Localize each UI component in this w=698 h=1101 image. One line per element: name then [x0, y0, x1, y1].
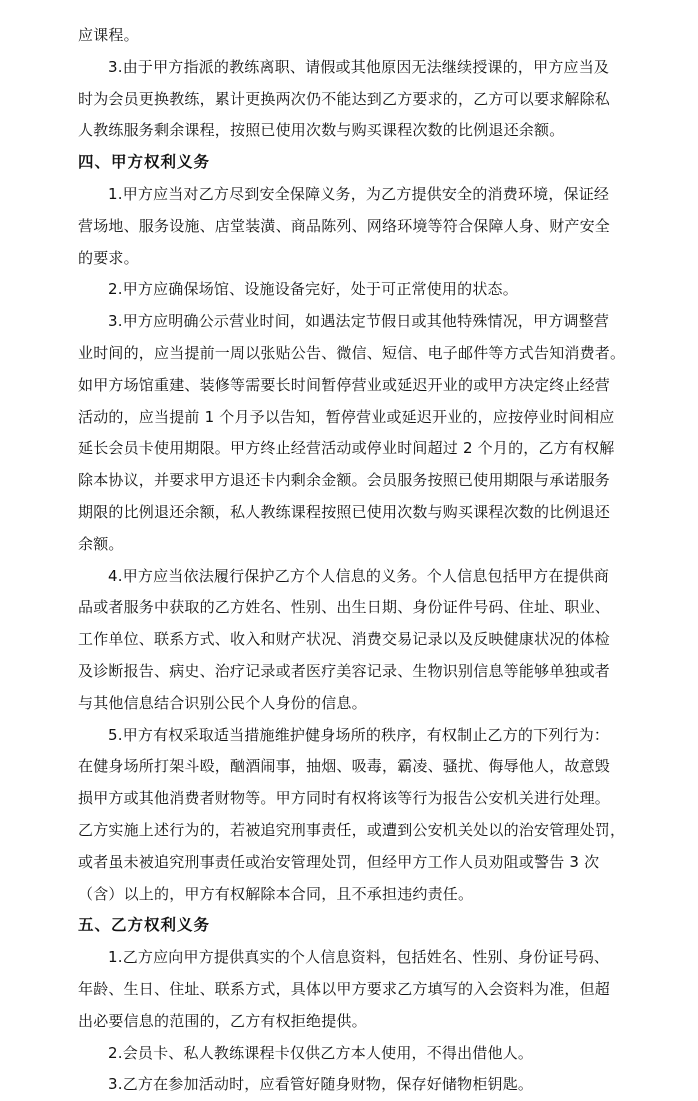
text-line: 业时间的，应当提前一周以张贴公告、微信、短信、电子邮件等方式告知消费者。	[78, 343, 626, 362]
text-line: 期限的比例退还余额，私人教练课程按照已使用次数与购买课程次数的比例退还	[78, 502, 611, 521]
paragraph-first-line: 3.由于甲方指派的教练离职、请假或其他原因无法继续授课的，甲方应当及	[108, 57, 610, 76]
text-line: 乙方实施上述行为的，若被追究刑事责任，或遭到公安机关处以的治安管理处罚，	[78, 820, 626, 839]
paragraph-first-line: 3.甲方应明确公示营业时间，如遇法定节假日或其他特殊情况，甲方调整营	[108, 312, 610, 331]
text-line: （含）以上的，甲方有权解除本合同，且不承担违约责任。	[78, 884, 474, 903]
section-heading-party-a: 四、甲方权利义务	[78, 153, 211, 172]
text-line: 活动的，应当提前 1 个月予以告知，暂停营业或延迟开业的，应按停业时间相应	[78, 407, 615, 426]
text-line: 除本协议，并要求甲方退还卡内剩余金额。会员服务按照已使用期限与承诺服务	[78, 471, 611, 490]
text-line: 工作单位、联系方式、收入和财产状况、消费交易记录以及反映健康状况的体检	[78, 630, 611, 649]
paragraph-first-line: 1.甲方应当对乙方尽到安全保障义务，为乙方提供安全的消费环境，保证经	[108, 184, 610, 203]
text-line: 人教练服务剩余课程，按照已使用次数与购买课程次数的比例退还余额。	[78, 121, 565, 140]
text-line: 如甲方场馆重建、装修等需要长时间暂停营业或延迟开业的或甲方决定终止经营	[78, 375, 611, 394]
text-line: 与其他信息结合识别公民个人身份的信息。	[78, 693, 367, 712]
text-line: 品或者服务中获取的乙方姓名、性别、出生日期、身份证件号码、住址、职业、	[78, 598, 611, 617]
paragraph-first-line: 4.甲方应当依法履行保护乙方个人信息的义务。个人信息包括甲方在提供商	[108, 566, 610, 585]
text-line: 的要求。	[78, 248, 139, 267]
text-line: 延长会员卡使用期限。甲方终止经营活动或停业时间超过 2 个月的，乙方有权解	[78, 439, 615, 458]
text-line: 应课程。	[78, 26, 139, 44]
text-line: 出必要信息的范围的，乙方有权拒绝提供。	[78, 1011, 367, 1030]
text-line: 营场地、服务设施、店堂装潢、商品陈列、网络环境等符合保障人身、财产安全	[78, 216, 611, 235]
text-line: 时为会员更换教练，累计更换两次仍不能达到乙方要求的，乙方可以要求解除私	[78, 89, 611, 108]
paragraph-first-line: 2.甲方应确保场馆、设施设备完好，处于可正常使用的状态。	[108, 280, 518, 299]
paragraph-first-line: 2.会员卡、私人教练课程卡仅供乙方本人使用，不得出借他人。	[108, 1043, 534, 1062]
text-line: 余额。	[78, 534, 124, 553]
paragraph-first-line: 5.甲方有权采取适当措施维护健身场所的秩序，有权制止乙方的下列行为：	[108, 725, 610, 744]
text-line: 损甲方或其他消费者财物等。甲方同时有权将该等行为报告公安机关进行处理。	[78, 789, 611, 808]
text-line: 及诊断报告、病史、治疗记录或者医疗美容记录、生物识别信息等能够单独或者	[78, 661, 611, 680]
text-line: 年龄、生日、住址、联系方式，具体以甲方要求乙方填写的入会资料为准，但超	[78, 979, 611, 998]
text-line: 或者虽未被追究刑事责任或治安管理处罚，但经甲方工作人员劝阻或警告 3 次	[78, 852, 600, 871]
text-line: 在健身场所打架斗殴，酗酒闹事，抽烟、吸毒，霸凌、骚扰、侮辱他人，故意毁	[78, 757, 611, 776]
section-heading-party-b: 五、乙方权利义务	[78, 916, 211, 935]
paragraph-first-line: 1.乙方应向甲方提供真实的个人信息资料，包括姓名、性别、身份证号码、	[108, 948, 610, 967]
paragraph-first-line: 3.乙方在参加活动时，应看管好随身财物，保存好储物柜钥匙。	[108, 1075, 534, 1094]
